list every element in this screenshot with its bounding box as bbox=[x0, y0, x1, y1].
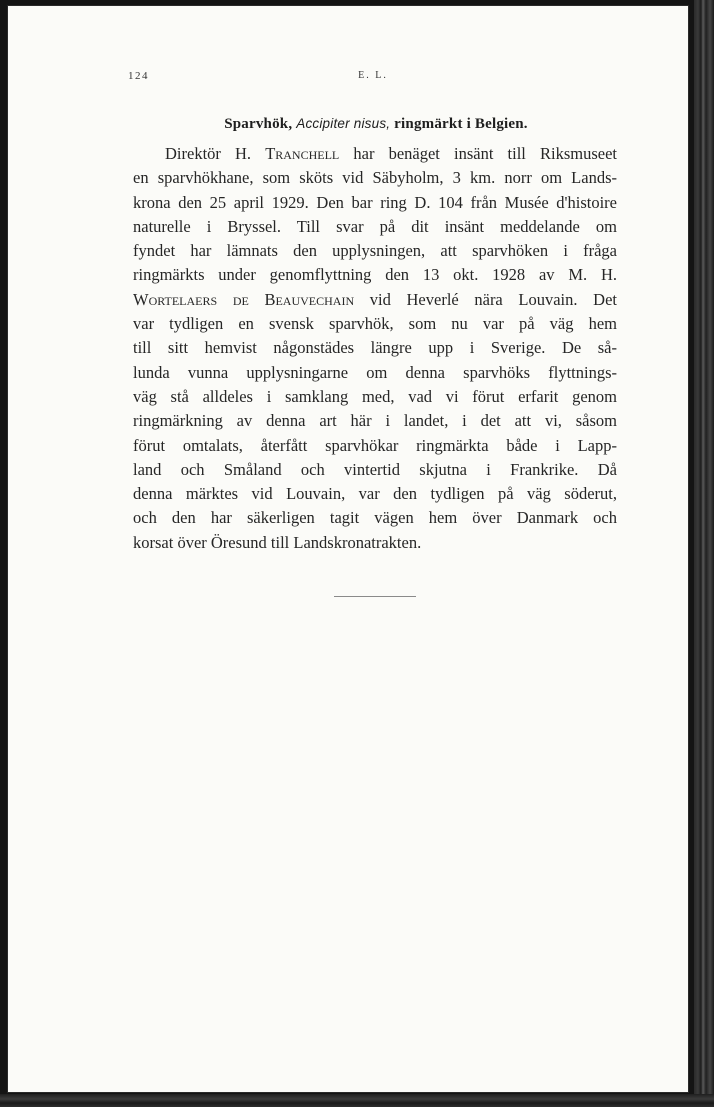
text-run: vid Heverlé nära Louvain. Det bbox=[354, 289, 617, 309]
text-line bbox=[133, 288, 617, 312]
section-divider bbox=[334, 596, 416, 597]
text-line: förut omtalats, återfått sparvhökar ringmärkta både i Lapp- bbox=[133, 435, 617, 455]
text-line: denna märktes vid Louvain, var den tydligen på väg söderut, bbox=[133, 484, 617, 504]
article-title bbox=[128, 116, 624, 133]
page-header bbox=[128, 70, 618, 86]
title-part2: ringmärkt i Belgien. bbox=[390, 116, 528, 132]
text-line: naturelle i Bryssel. Till svar på dit insänt meddelande om bbox=[133, 216, 617, 236]
text-line bbox=[133, 142, 617, 166]
text-line: ringmärkts under genomflyttning den 13 okt. 1928 av M. H. bbox=[133, 265, 617, 285]
text-line: till sitt hemvist någonstädes längre upp i Sverige. De så- bbox=[133, 338, 617, 358]
text-line: krona den 25 april 1929. Den bar ring D. 104 från Musée d'histoire bbox=[133, 192, 617, 212]
scan-edge-right bbox=[694, 0, 714, 1107]
text-line: en sparvhökhane, som sköts vid Säbyholm, 3 km. norr om Lands- bbox=[133, 168, 617, 188]
text-run: Direktör H. bbox=[165, 144, 266, 163]
scan-edge-bottom bbox=[0, 1094, 714, 1107]
text-line: väg stå alldeles i samklang med, vad vi förut erfarit genom bbox=[133, 386, 617, 406]
text-line: fyndet har lämnats den upplysningen, att sparvhöken i fråga bbox=[133, 241, 617, 261]
text-line: korsat över Öresund till Landskronatrakten. bbox=[133, 532, 422, 552]
text-line: lunda vunna upplysningarne om denna sparvhöks flyttnings- bbox=[133, 362, 617, 382]
author-name: Tranchell bbox=[265, 144, 340, 163]
text-line: land och Småland och vintertid skjutna i Frankrike. Då bbox=[133, 459, 617, 479]
title-latin-name: Accipiter nisus, bbox=[296, 116, 391, 131]
running-head: E. L. bbox=[358, 70, 388, 81]
article-body bbox=[133, 142, 617, 555]
text-line: var tydligen en svensk sparvhök, som nu var på väg hem bbox=[133, 314, 617, 334]
title-part1: Sparvhök, bbox=[224, 116, 297, 132]
text-line: ringmärkning av denna art här i landet, i det att vi, såsom bbox=[133, 411, 617, 431]
text-run: har benäget insänt till Riksmuseet bbox=[339, 144, 617, 163]
page-number: 124 bbox=[128, 70, 149, 82]
ringer-name: Wortelaers de Beauvechain bbox=[133, 289, 355, 309]
text-line: och den har säkerligen tagit vägen hem över Danmark och bbox=[133, 508, 617, 528]
